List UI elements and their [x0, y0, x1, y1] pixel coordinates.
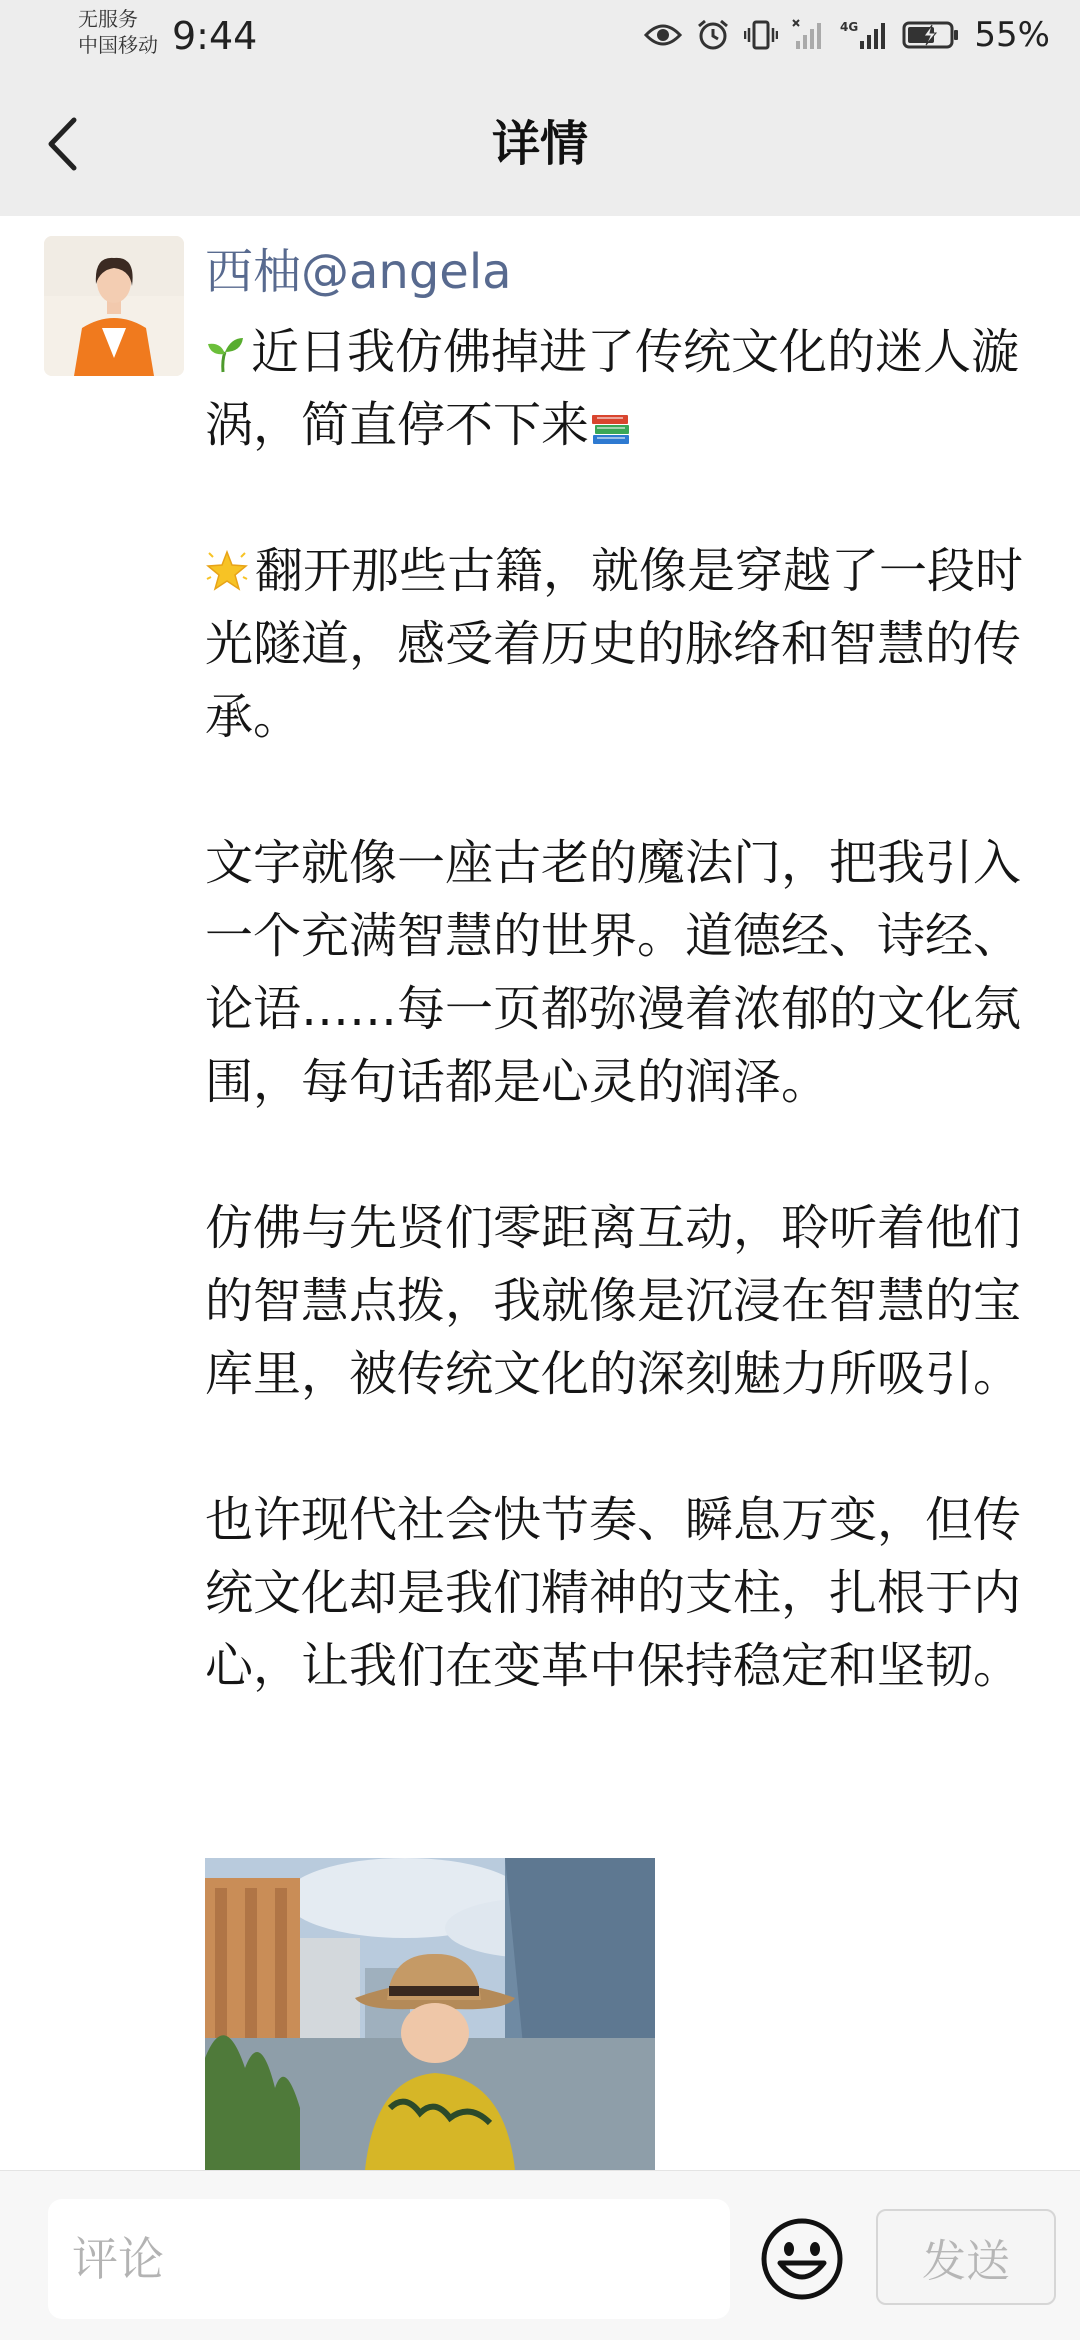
status-bar: [0, 0, 1080, 72]
emoji-button[interactable]: [760, 2217, 844, 2301]
signal-4g-icon: [840, 19, 888, 51]
author-name[interactable]: 西柚@angela: [205, 244, 512, 300]
books-emoji-icon: [589, 407, 633, 447]
post-paragraph-1-text: 近日我仿佛掉进了传统文化的迷人漩涡，简直停不下来: [205, 324, 1020, 453]
vibrate-icon: [744, 19, 778, 51]
post-paragraph-3: 文字就像一座古老的魔法门，把我引入一个充满智慧的世界。道德经、诗经、论语……每一页都弥漫着浓郁的文化氛围，每句话都是心灵的润泽。: [205, 835, 1022, 1110]
carrier-line-1: 无服务: [78, 7, 138, 31]
smiley-face-icon: [760, 2217, 844, 2301]
battery-percentage: 55%: [974, 15, 1050, 55]
post-paragraph-2: [205, 535, 1035, 754]
post-photo-scene: [205, 1858, 655, 2170]
no-signal-icon: [792, 19, 826, 51]
network-type-label: 4G: [840, 20, 859, 34]
send-button[interactable]: 发送: [876, 2209, 1056, 2305]
avatar-image: [44, 236, 184, 376]
status-icons: [644, 14, 1050, 56]
author-avatar[interactable]: [44, 236, 184, 376]
top-area: [0, 0, 1080, 216]
comment-bar: [0, 2170, 1080, 2340]
post-detail: [0, 216, 1080, 2170]
page-title: 详情: [491, 116, 588, 172]
eye-icon: [644, 21, 682, 49]
seedling-emoji-icon: [205, 334, 245, 374]
status-time: 9:44: [172, 14, 258, 58]
post-paragraph-2-text: 翻开那些古籍，就像是穿越了一段时光隧道，感受着历史的脉络和智慧的传承。: [205, 543, 1024, 745]
alarm-icon: [696, 18, 730, 52]
nav-bar: [0, 72, 1080, 216]
post-paragraph-4: 仿佛与先贤们零距离互动，聆听着他们的智慧点拨，我就像是沉浸在智慧的宝库里，被传统文化的深刻魅力所吸引。: [205, 1200, 1022, 1402]
post-paragraph-5: 也许现代社会快节奏、瞬息万变，但传统文化却是我们精神的支柱，扎根于内心，让我们在变革中保持稳定和坚韧。: [205, 1492, 1022, 1694]
comment-input[interactable]: [48, 2199, 730, 2319]
post-paragraph-1: [205, 316, 1035, 462]
star-emoji-icon: [205, 549, 249, 593]
post-image[interactable]: [205, 1858, 655, 2170]
carrier-info: [78, 6, 158, 58]
post-content: [205, 316, 1035, 1776]
battery-charging-icon: [902, 20, 960, 50]
carrier-line-2: 中国移动: [78, 33, 158, 57]
